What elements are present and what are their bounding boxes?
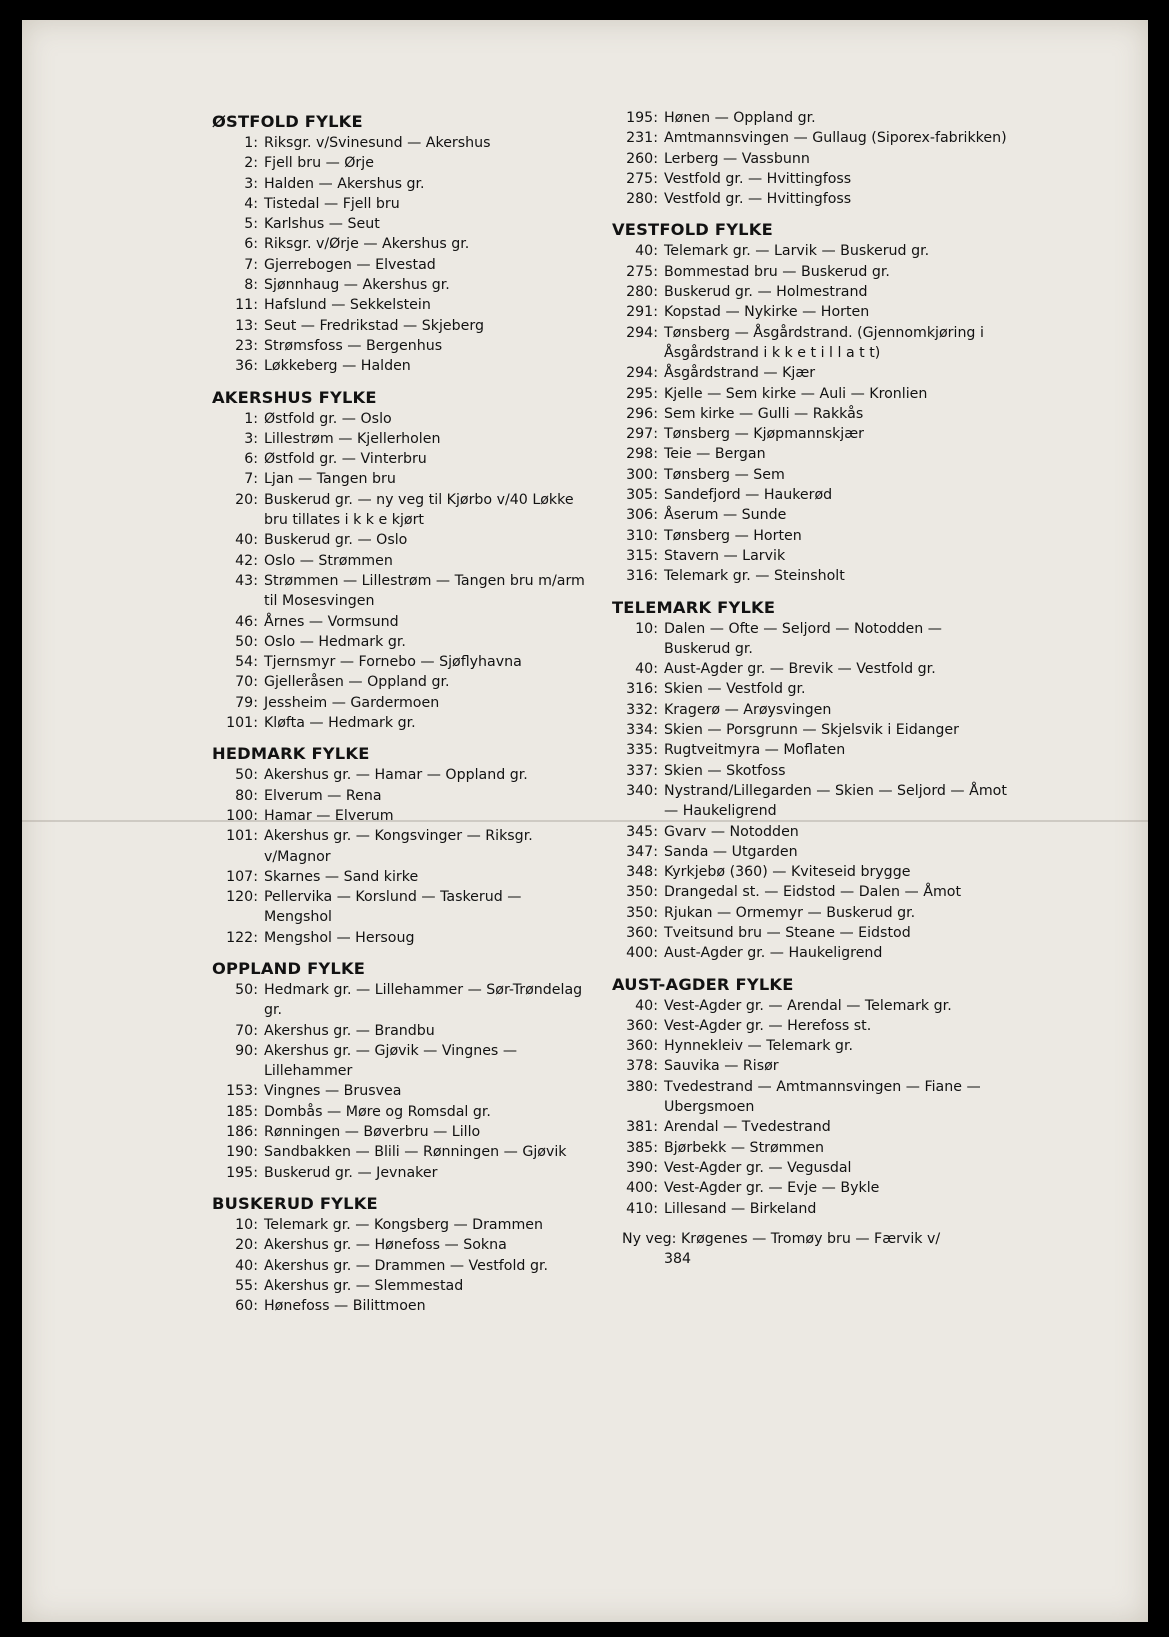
route-text: Årnes — Vormsund	[264, 613, 399, 630]
route-text: Østfold gr. — Vinterbru	[264, 451, 427, 468]
route-entry	[212, 632, 587, 652]
route-text: Kyrkjebø (360) — Kviteseid brygge	[664, 864, 911, 881]
route-entry	[612, 363, 1012, 383]
route-text: Elverum — Rena	[264, 787, 382, 804]
route-text: Åsgårdstrand — Kjær	[664, 365, 816, 382]
route-entry	[612, 1138, 1012, 1158]
route-text: Dalen — Ofte — Seljord — Notodden — Buskerud gr.	[664, 620, 942, 657]
route-number: 79:	[235, 694, 258, 711]
route-number: 2:	[244, 155, 258, 172]
route-number: 298:	[626, 446, 658, 463]
route-entry	[612, 740, 1012, 760]
route-text: Riksgr. v/Svinesund — Akershus	[264, 135, 491, 151]
route-entry	[212, 1081, 587, 1101]
section-heading: HEDMARK FYLKE	[212, 744, 370, 764]
route-text: Aust-Agder gr. — Brevik — Vestfold gr.	[664, 661, 936, 678]
section-heading: TELEMARK FYLKE	[612, 597, 776, 617]
route-text: Gjerrebogen — Elvestad	[264, 256, 436, 273]
route-entry	[612, 1158, 1012, 1178]
route-entry	[612, 485, 1012, 505]
route-text: Tønsberg — Kjøpmannskjær	[664, 426, 865, 443]
route-text: Seut — Fredrikstad — Skjeberg	[264, 317, 484, 334]
route-text: Sanda — Utgarden	[664, 843, 798, 860]
route-text: Skien — Vestfold gr.	[664, 681, 806, 698]
route-text: Akershus gr. — Hønefoss — Sokna	[264, 1237, 507, 1254]
route-number: 3:	[244, 430, 258, 447]
route-number: 70:	[235, 1022, 258, 1039]
section-telemark-fylke	[612, 597, 1012, 964]
route-number: 190:	[226, 1144, 258, 1161]
route-number: 107:	[226, 868, 258, 885]
route-text: Akershus gr. — Drammen — Vestfold gr.	[264, 1257, 548, 1274]
route-text: Tveitsund bru — Steane — Eidstod	[664, 924, 911, 941]
route-number: 337:	[626, 762, 658, 779]
route-entry	[212, 612, 587, 632]
route-number: 410:	[626, 1200, 658, 1217]
route-number: 55:	[235, 1277, 258, 1294]
route-text: Sandefjord — Haukerød	[664, 487, 833, 504]
route-text: Buskerud gr. — Jevnaker	[264, 1164, 438, 1181]
route-entry	[612, 619, 1012, 660]
route-text: Aust-Agder gr. — Haukeligrend	[664, 945, 883, 962]
route-text: Ljan — Tangen bru	[264, 471, 396, 488]
route-number: 347:	[626, 843, 658, 860]
route-text: Hafslund — Sekkelstein	[264, 297, 431, 314]
route-text: Vest-Agder gr. — Evje — Bykle	[664, 1180, 880, 1197]
route-entry	[212, 234, 587, 254]
route-entry	[212, 409, 587, 429]
route-entry	[212, 1296, 587, 1316]
route-number: 50:	[235, 633, 258, 650]
route-entry	[212, 551, 587, 571]
route-text: Akershus gr. — Kongsvinger — Riksgr. v/Magnor	[264, 828, 533, 865]
route-number: 300:	[626, 466, 658, 483]
route-number: 291:	[626, 304, 658, 321]
route-number: 400:	[626, 1180, 658, 1197]
section-aust-agder-fylke	[612, 974, 1012, 1219]
route-number: 20:	[235, 1237, 258, 1254]
route-entry	[212, 1256, 587, 1276]
route-text: Buskerud gr. — Oslo	[264, 532, 408, 549]
route-number: 70:	[235, 674, 258, 691]
footer-line-continued: 384	[664, 1251, 692, 1268]
route-number: 280:	[626, 284, 658, 301]
route-number: 13:	[235, 317, 258, 334]
route-number: 195:	[626, 110, 658, 126]
route-number: 306:	[626, 507, 658, 524]
route-number: 350:	[626, 884, 658, 901]
route-number: 334:	[626, 722, 658, 739]
route-number: 122:	[226, 929, 258, 946]
route-entry	[612, 842, 1012, 862]
route-number: 10:	[235, 1216, 258, 1233]
route-number: 350:	[626, 904, 658, 921]
section-heading: VESTFOLD FYLKE	[612, 220, 773, 240]
route-number: 20:	[235, 491, 258, 508]
route-number: 385:	[626, 1139, 658, 1156]
route-entry	[212, 652, 587, 672]
section-heading: ØSTFOLD FYLKE	[212, 112, 363, 131]
route-entry	[612, 862, 1012, 882]
route-entry	[612, 761, 1012, 781]
section-heading: BUSKERUD FYLKE	[212, 1193, 378, 1213]
route-number: 3:	[244, 175, 258, 192]
route-entry	[212, 1122, 587, 1142]
route-text: Skarnes — Sand kirke	[264, 868, 419, 885]
route-text: Tistedal — Fjell bru	[264, 195, 400, 212]
route-text: Vestfold gr. — Hvittingfoss	[664, 191, 852, 208]
route-entry	[612, 822, 1012, 842]
route-text: Buskerud gr. — Holmestrand	[664, 284, 868, 301]
route-entry	[212, 1102, 587, 1122]
left-column	[212, 111, 587, 1326]
route-number: 295:	[626, 385, 658, 402]
route-number: 340:	[626, 782, 658, 799]
route-number: 43:	[235, 572, 258, 589]
route-text: Skien — Porsgrunn — Skjelsvik i Eidanger	[664, 722, 959, 739]
route-entry	[212, 1021, 587, 1041]
route-entry	[212, 980, 587, 1021]
route-number: 360:	[626, 1017, 658, 1034]
route-entry	[612, 1199, 1012, 1219]
section-heading: AUST-AGDER FYLKE	[612, 974, 794, 994]
route-number: 360:	[626, 924, 658, 941]
route-number: 50:	[235, 981, 258, 998]
route-number: 7:	[244, 256, 258, 273]
route-text: Tjernsmyr — Fornebo — Sjøflyhavna	[264, 654, 522, 671]
route-entry	[212, 1142, 587, 1162]
route-text: Strømmen — Lillestrøm — Tangen bru m/arm til Mosesvingen	[264, 572, 585, 610]
route-entry	[612, 189, 1012, 209]
section-ostfold-fylke	[212, 111, 587, 377]
route-text: Mengshol — Hersoug	[264, 929, 415, 946]
route-entry	[612, 302, 1012, 322]
route-entry	[612, 882, 1012, 902]
route-entry	[612, 720, 1012, 740]
route-entry	[212, 316, 587, 336]
route-entry	[212, 1041, 587, 1082]
route-text: Hamar — Elverum	[264, 807, 394, 824]
route-number: 380:	[626, 1078, 658, 1095]
route-number: 275:	[626, 170, 658, 187]
route-entry	[612, 1117, 1012, 1137]
route-text: Lillesand — Birkeland	[664, 1200, 817, 1217]
route-number: 260:	[626, 150, 658, 167]
route-entry	[612, 323, 1012, 364]
route-number: 297:	[626, 426, 658, 443]
route-text: Hønen — Oppland gr.	[664, 110, 816, 126]
route-number: 348:	[626, 864, 658, 881]
footer-line: Ny veg: Krøgenes — Tromøy bru — Færvik v/	[622, 1230, 941, 1247]
route-entry	[612, 149, 1012, 169]
route-text: Fjell bru — Ørje	[264, 155, 374, 172]
route-text: Tønsberg — Sem	[664, 466, 785, 483]
route-number: 54:	[235, 654, 258, 671]
route-entry	[212, 275, 587, 295]
route-text: Telemark gr. — Steinsholt	[664, 568, 845, 585]
route-entry	[612, 546, 1012, 566]
route-text: Tønsberg — Åsgårdstrand. (Gjennomkjøring i Åsgårdstrand i k k e t i l l a t t)	[664, 324, 984, 361]
route-text: Telemark gr. — Kongsberg — Drammen	[264, 1216, 543, 1233]
route-entry	[212, 571, 587, 612]
route-text: Pellervika — Korslund — Taskerud — Mengshol	[264, 889, 522, 926]
route-number: 195:	[226, 1164, 258, 1181]
route-number: 332:	[626, 701, 658, 718]
route-entry	[612, 241, 1012, 261]
route-number: 381:	[626, 1119, 658, 1136]
route-text: Lerberg — Vassbunn	[664, 150, 810, 167]
route-text: Kløfta — Hedmark gr.	[264, 715, 416, 732]
route-entry	[612, 282, 1012, 302]
route-entry	[212, 786, 587, 806]
route-text: Amtmannsvingen — Gullaug (Siporex-fabrikken)	[664, 130, 1007, 147]
route-number: 5:	[244, 216, 258, 233]
route-text: Arendal — Tvedestrand	[664, 1119, 831, 1136]
route-entry	[212, 356, 587, 376]
route-text: Bommestad bru — Buskerud gr.	[664, 263, 890, 280]
section-buskerud-fylke	[212, 1193, 587, 1316]
route-text: Stavern — Larvik	[664, 547, 786, 564]
route-text: Gvarv — Notodden	[664, 823, 799, 840]
route-number: 280:	[626, 191, 658, 208]
route-number: 11:	[235, 297, 258, 314]
right-sections	[612, 219, 1012, 1218]
route-number: 153:	[226, 1083, 258, 1100]
route-entry	[612, 444, 1012, 464]
route-number: 40:	[235, 1257, 258, 1274]
route-entry	[212, 1163, 587, 1183]
route-entry	[212, 133, 587, 153]
route-entry	[212, 153, 587, 173]
route-number: 90:	[235, 1042, 258, 1059]
route-entry	[612, 781, 1012, 822]
route-text: Vingnes — Brusvea	[264, 1083, 402, 1100]
route-entry	[212, 194, 587, 214]
route-entry	[212, 336, 587, 356]
route-number: 120:	[226, 889, 258, 906]
route-text: Nystrand/Lillegarden — Skien — Seljord — Åmot — Haukeligrend	[664, 782, 1007, 820]
route-number: 335:	[626, 742, 658, 759]
route-entry	[612, 108, 1012, 128]
route-entry	[212, 490, 587, 531]
route-entry	[612, 700, 1012, 720]
route-text: Tønsberg — Horten	[664, 527, 802, 544]
route-number: 40:	[635, 243, 658, 260]
route-entry	[212, 174, 587, 194]
route-text: Løkkeberg — Halden	[264, 358, 411, 375]
route-number: 315:	[626, 547, 658, 564]
route-entry	[212, 1276, 587, 1296]
route-text: Bjørbekk — Strømmen	[664, 1139, 825, 1156]
route-number: 80:	[235, 787, 258, 804]
route-entry	[212, 765, 587, 785]
route-text: Akershus gr. — Hamar — Oppland gr.	[264, 767, 528, 784]
route-text: Hedmark gr. — Lillehammer — Sør-Trøndelag gr.	[264, 981, 583, 1019]
route-number: 231:	[626, 130, 658, 147]
route-entry	[212, 530, 587, 550]
route-number: 101:	[226, 715, 258, 732]
route-number: 185:	[226, 1103, 258, 1120]
route-number: 100:	[226, 807, 258, 824]
route-text: Akershus gr. — Gjøvik — Vingnes — Lillehammer	[264, 1042, 518, 1080]
route-text: Oslo — Hedmark gr.	[264, 633, 406, 650]
route-number: 378:	[626, 1058, 658, 1075]
route-entry	[612, 659, 1012, 679]
route-text: Vest-Agder gr. — Herefoss st.	[664, 1017, 872, 1034]
route-number: 316:	[626, 681, 658, 698]
route-text: Akershus gr. — Slemmestad	[264, 1277, 464, 1294]
route-text: Sjønnhaug — Akershus gr.	[264, 277, 450, 294]
route-entry	[612, 128, 1012, 148]
route-entry	[212, 429, 587, 449]
route-text: Jessheim — Gardermoen	[264, 694, 440, 711]
route-number: 294:	[626, 365, 658, 382]
route-entry	[612, 1178, 1012, 1198]
route-entry	[612, 996, 1012, 1016]
route-number: 42:	[235, 552, 258, 569]
route-text: Hynnekleiv — Telemark gr.	[664, 1038, 853, 1055]
route-entry	[612, 1036, 1012, 1056]
route-entry	[212, 806, 587, 826]
route-text: Drangedal st. — Eidstod — Dalen — Åmot	[664, 884, 962, 901]
route-text: Vest-Agder gr. — Arendal — Telemark gr.	[664, 997, 952, 1014]
route-number: 296:	[626, 405, 658, 422]
route-entry	[612, 1077, 1012, 1118]
route-entry	[612, 903, 1012, 923]
route-entry	[212, 672, 587, 692]
route-number: 294:	[626, 324, 658, 341]
route-entry	[212, 214, 587, 234]
route-text: Tvedestrand — Amtmannsvingen — Fiane — Ubergsmoen	[664, 1078, 981, 1116]
route-entry	[212, 928, 587, 948]
route-text: Rjukan — Ormemyr — Buskerud gr.	[664, 904, 916, 921]
route-text: Oslo — Strømmen	[264, 552, 393, 569]
route-number: 6:	[244, 451, 258, 468]
section-vestfold-fylke	[612, 219, 1012, 586]
route-entry	[612, 923, 1012, 943]
section-oppland-fylke	[212, 958, 587, 1183]
route-text: Østfold gr. — Oslo	[264, 410, 392, 427]
route-number: 316:	[626, 568, 658, 585]
route-text: Kopstad — Nykirke — Horten	[664, 304, 870, 321]
route-number: 50:	[235, 767, 258, 784]
section-heading: OPPLAND FYLKE	[212, 958, 366, 978]
route-text: Kjelle — Sem kirke — Auli — Kronlien	[664, 385, 928, 402]
route-text: Sandbakken — Blili — Rønningen — Gjøvik	[264, 1144, 567, 1161]
route-entry	[212, 693, 587, 713]
route-text: Riksgr. v/Ørje — Akershus gr.	[264, 236, 470, 253]
route-number: 40:	[235, 532, 258, 549]
route-number: 186:	[226, 1124, 258, 1141]
route-entry	[612, 404, 1012, 424]
route-text: Akershus gr. — Brandbu	[264, 1022, 435, 1039]
route-text: Kragerø — Arøysvingen	[664, 701, 832, 718]
route-entry	[612, 526, 1012, 546]
route-number: 400:	[626, 945, 658, 962]
route-number: 7:	[244, 471, 258, 488]
route-number: 4:	[244, 195, 258, 212]
route-number: 40:	[635, 997, 658, 1014]
route-text: Halden — Akershus gr.	[264, 175, 425, 192]
route-text: Teie — Bergan	[664, 446, 766, 463]
route-entry	[212, 713, 587, 733]
route-text: Rugtveitmyra — Moflaten	[664, 742, 846, 759]
route-number: 310:	[626, 527, 658, 544]
route-entry	[612, 1056, 1012, 1076]
route-entry	[612, 943, 1012, 963]
section-heading: AKERSHUS FYLKE	[212, 387, 377, 407]
route-number: 60:	[235, 1298, 258, 1315]
route-text: Telemark gr. — Larvik — Buskerud gr.	[664, 243, 930, 260]
route-entry	[612, 1016, 1012, 1036]
route-text: Vest-Agder gr. — Vegusdal	[664, 1159, 852, 1176]
route-text: Buskerud gr. — ny veg til Kjørbo v/40 Løkke bru tillates i k k e kjørt	[264, 491, 574, 529]
route-number: 360:	[626, 1038, 658, 1055]
route-number: 6:	[244, 236, 258, 253]
route-entry	[612, 505, 1012, 525]
right-column	[612, 108, 1012, 1269]
route-number: 305:	[626, 487, 658, 504]
route-number: 46:	[235, 613, 258, 630]
continued-entries	[612, 108, 1012, 209]
route-entry	[612, 262, 1012, 282]
route-number: 101:	[226, 828, 258, 845]
route-text: Gjelleråsen — Oppland gr.	[264, 674, 450, 691]
route-entry	[212, 867, 587, 887]
route-text: Sem kirke — Gulli — Rakkås	[664, 405, 864, 422]
route-text: Karlshus — Seut	[264, 216, 380, 233]
route-text: Skien — Skotfoss	[664, 762, 786, 779]
route-number: 345:	[626, 823, 658, 840]
route-entry	[212, 1215, 587, 1235]
route-number: 1:	[244, 410, 258, 427]
route-entry	[612, 465, 1012, 485]
route-entry	[212, 255, 587, 275]
section-hedmark-fylke	[212, 743, 587, 948]
route-text: Åserum — Sunde	[664, 507, 787, 524]
route-entry	[212, 449, 587, 469]
route-entry	[612, 169, 1012, 189]
route-entry	[612, 679, 1012, 699]
route-text: Hønefoss — Bilittmoen	[264, 1298, 426, 1315]
route-text: Sauvika — Risør	[664, 1058, 779, 1075]
route-number: 23:	[235, 337, 258, 354]
route-entry	[612, 384, 1012, 404]
route-entry	[212, 887, 587, 928]
section-akershus-fylke	[212, 387, 587, 734]
route-number: 40:	[635, 661, 658, 678]
route-number: 36:	[235, 358, 258, 375]
route-number: 10:	[635, 620, 658, 637]
route-entry	[612, 424, 1012, 444]
route-entry	[212, 469, 587, 489]
route-text: Dombås — Møre og Romsdal gr.	[264, 1103, 491, 1120]
route-number: 390:	[626, 1159, 658, 1176]
route-text: Lillestrøm — Kjellerholen	[264, 430, 441, 447]
route-entry	[212, 295, 587, 315]
route-number: 8:	[244, 277, 258, 294]
route-entry	[212, 1235, 587, 1255]
route-text: Rønningen — Bøverbru — Lillo	[264, 1124, 481, 1141]
route-number: 1:	[244, 135, 258, 151]
route-text: Strømsfoss — Bergenhus	[264, 337, 443, 354]
route-number: 275:	[626, 263, 658, 280]
route-entry	[612, 566, 1012, 586]
route-text: Vestfold gr. — Hvittingfoss	[664, 170, 852, 187]
route-entry	[212, 826, 587, 867]
